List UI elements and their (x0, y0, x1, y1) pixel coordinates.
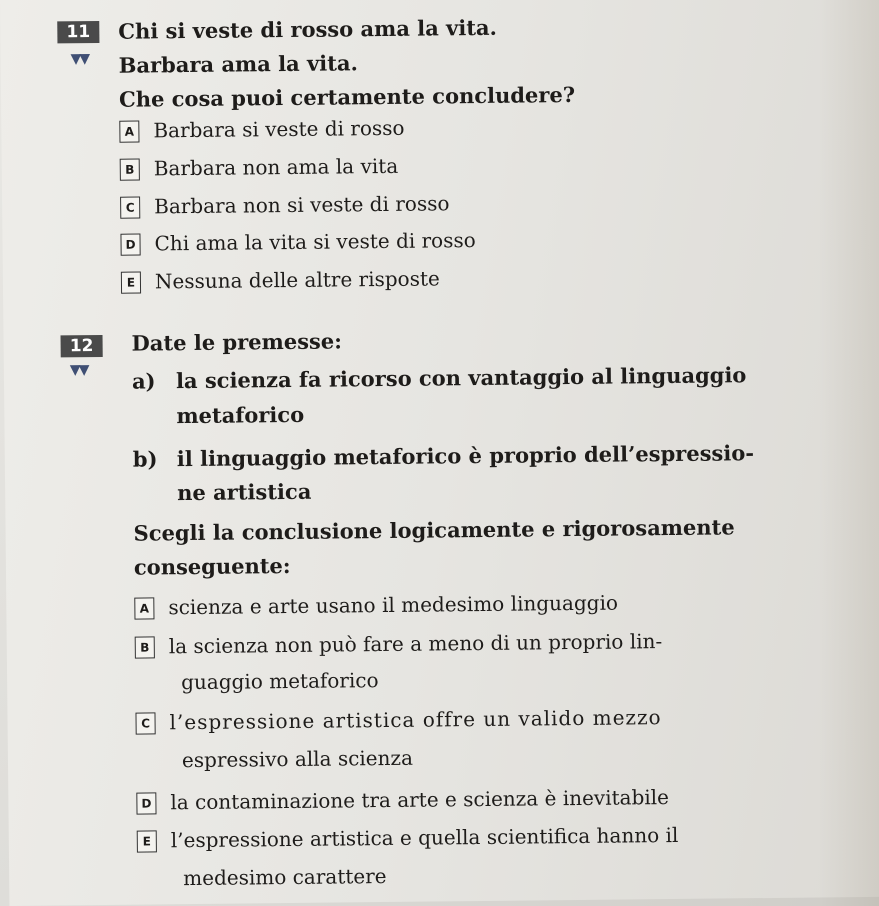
q12-option-e[interactable] (137, 823, 679, 853)
question-number-12: 12 (61, 335, 103, 357)
page-shadow (819, 0, 879, 906)
q12-option-b[interactable] (135, 629, 663, 659)
q12-option-a[interactable] (134, 591, 618, 620)
option-letter: E (137, 830, 157, 852)
option-text: Nessuna delle altre risposte (154, 266, 440, 294)
option-text: Barbara non si veste di rosso (154, 191, 450, 219)
option-letter: E (121, 272, 141, 294)
option-letter: A (119, 121, 139, 143)
q11-question: Che cosa puoi certamente concludere? (118, 81, 576, 112)
q12-option-c[interactable] (135, 705, 661, 735)
q12-option-e-cont: medesimo carattere (183, 864, 387, 891)
option-text: l’espressione artistica offre un valido mezzo (169, 705, 662, 735)
q12-option-b-cont: guaggio metaforico (181, 668, 379, 695)
q11-option-b[interactable] (120, 154, 399, 181)
option-text: Barbara non ama la vita (153, 153, 399, 181)
q11-option-a[interactable] (119, 116, 404, 143)
difficulty-marker-11: ▼▼ (70, 51, 89, 68)
q11-option-c[interactable] (120, 191, 450, 218)
premise-label: a) (131, 368, 156, 394)
q12-intro: Date le premesse: (131, 328, 343, 356)
question-number-11: 11 (57, 21, 99, 43)
q12-option-d[interactable] (136, 785, 669, 815)
option-text: Chi ama la vita si veste di rosso (154, 228, 476, 256)
premise-text: il linguaggio metaforico è proprio dell’espressio- (176, 440, 755, 472)
option-letter: B (135, 636, 155, 658)
premise-text: la scienza fa ricorso con vantaggio al linguaggio (175, 362, 747, 394)
option-text: scienza e arte usano il medesimo linguaggio (168, 590, 619, 620)
option-letter: B (120, 159, 140, 181)
option-letter: D (136, 792, 156, 814)
option-text: la contaminazione tra arte e scienza è inevitabile (170, 785, 670, 815)
q11-option-e[interactable] (121, 266, 440, 293)
q12-premise-a (132, 362, 747, 393)
q12-premise-b-cont: ne artistica (177, 478, 312, 506)
option-letter: A (134, 597, 154, 619)
q11-premise-1: Chi si veste di rosso ama la vita. (118, 14, 498, 44)
q12-question-cont: conseguente: (133, 552, 291, 580)
option-text: la scienza non può fare a meno di un proprio lin- (168, 629, 663, 659)
q12-question: Scegli la conclusione logicamente e rigorosamente (133, 514, 735, 546)
q12-premise-b (133, 440, 754, 472)
q11-option-d[interactable] (120, 228, 475, 256)
option-text: Barbara si veste di rosso (153, 115, 405, 143)
option-letter: C (120, 197, 140, 219)
option-text: l’espressione artistica e quella scientifica hanno il (170, 822, 679, 853)
premise-label: b) (132, 446, 158, 472)
difficulty-marker-12: ▼▼ (69, 362, 88, 379)
q12-option-c-cont: espressivo alla scienza (181, 745, 414, 773)
q12-premise-a-cont: metaforico (176, 401, 305, 429)
q11-premise-2: Barbara ama la vita. (118, 50, 358, 78)
option-letter: D (120, 234, 140, 256)
option-letter: C (135, 712, 155, 734)
